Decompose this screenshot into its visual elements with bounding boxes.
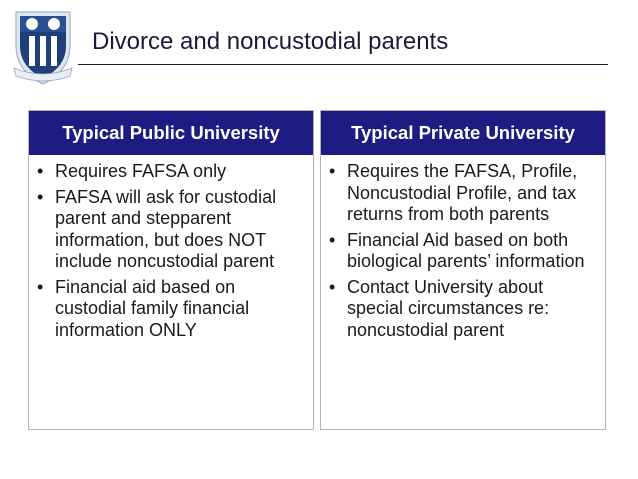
public-university-heading: Typical Public University [29,111,313,155]
public-university-bullets [29,155,313,341]
private-university-bullets [321,155,605,341]
list-item: • Requires the FAFSA, Profile, Noncustodial Profile, and tax returns from both parents [327,161,601,226]
list-item: • Financial aid based on custodial family financial information ONLY [35,277,309,342]
list-item: • Financial Aid based on both biological parents’ information [327,230,601,273]
private-university-panel [320,110,606,430]
list-item: • Requires FAFSA only [35,161,309,183]
list-item: • Contact University about special circumstances re: noncustodial parent [327,277,601,342]
private-university-heading: Typical Private University [321,111,605,155]
list-item: • FAFSA will ask for custodial parent and stepparent information, but does NOT include noncustodial parent [35,187,309,273]
slide-title: Divorce and noncustodial parents [92,28,449,55]
university-crest-icon [10,6,76,86]
title-divider [78,64,608,65]
public-university-panel [28,110,314,430]
